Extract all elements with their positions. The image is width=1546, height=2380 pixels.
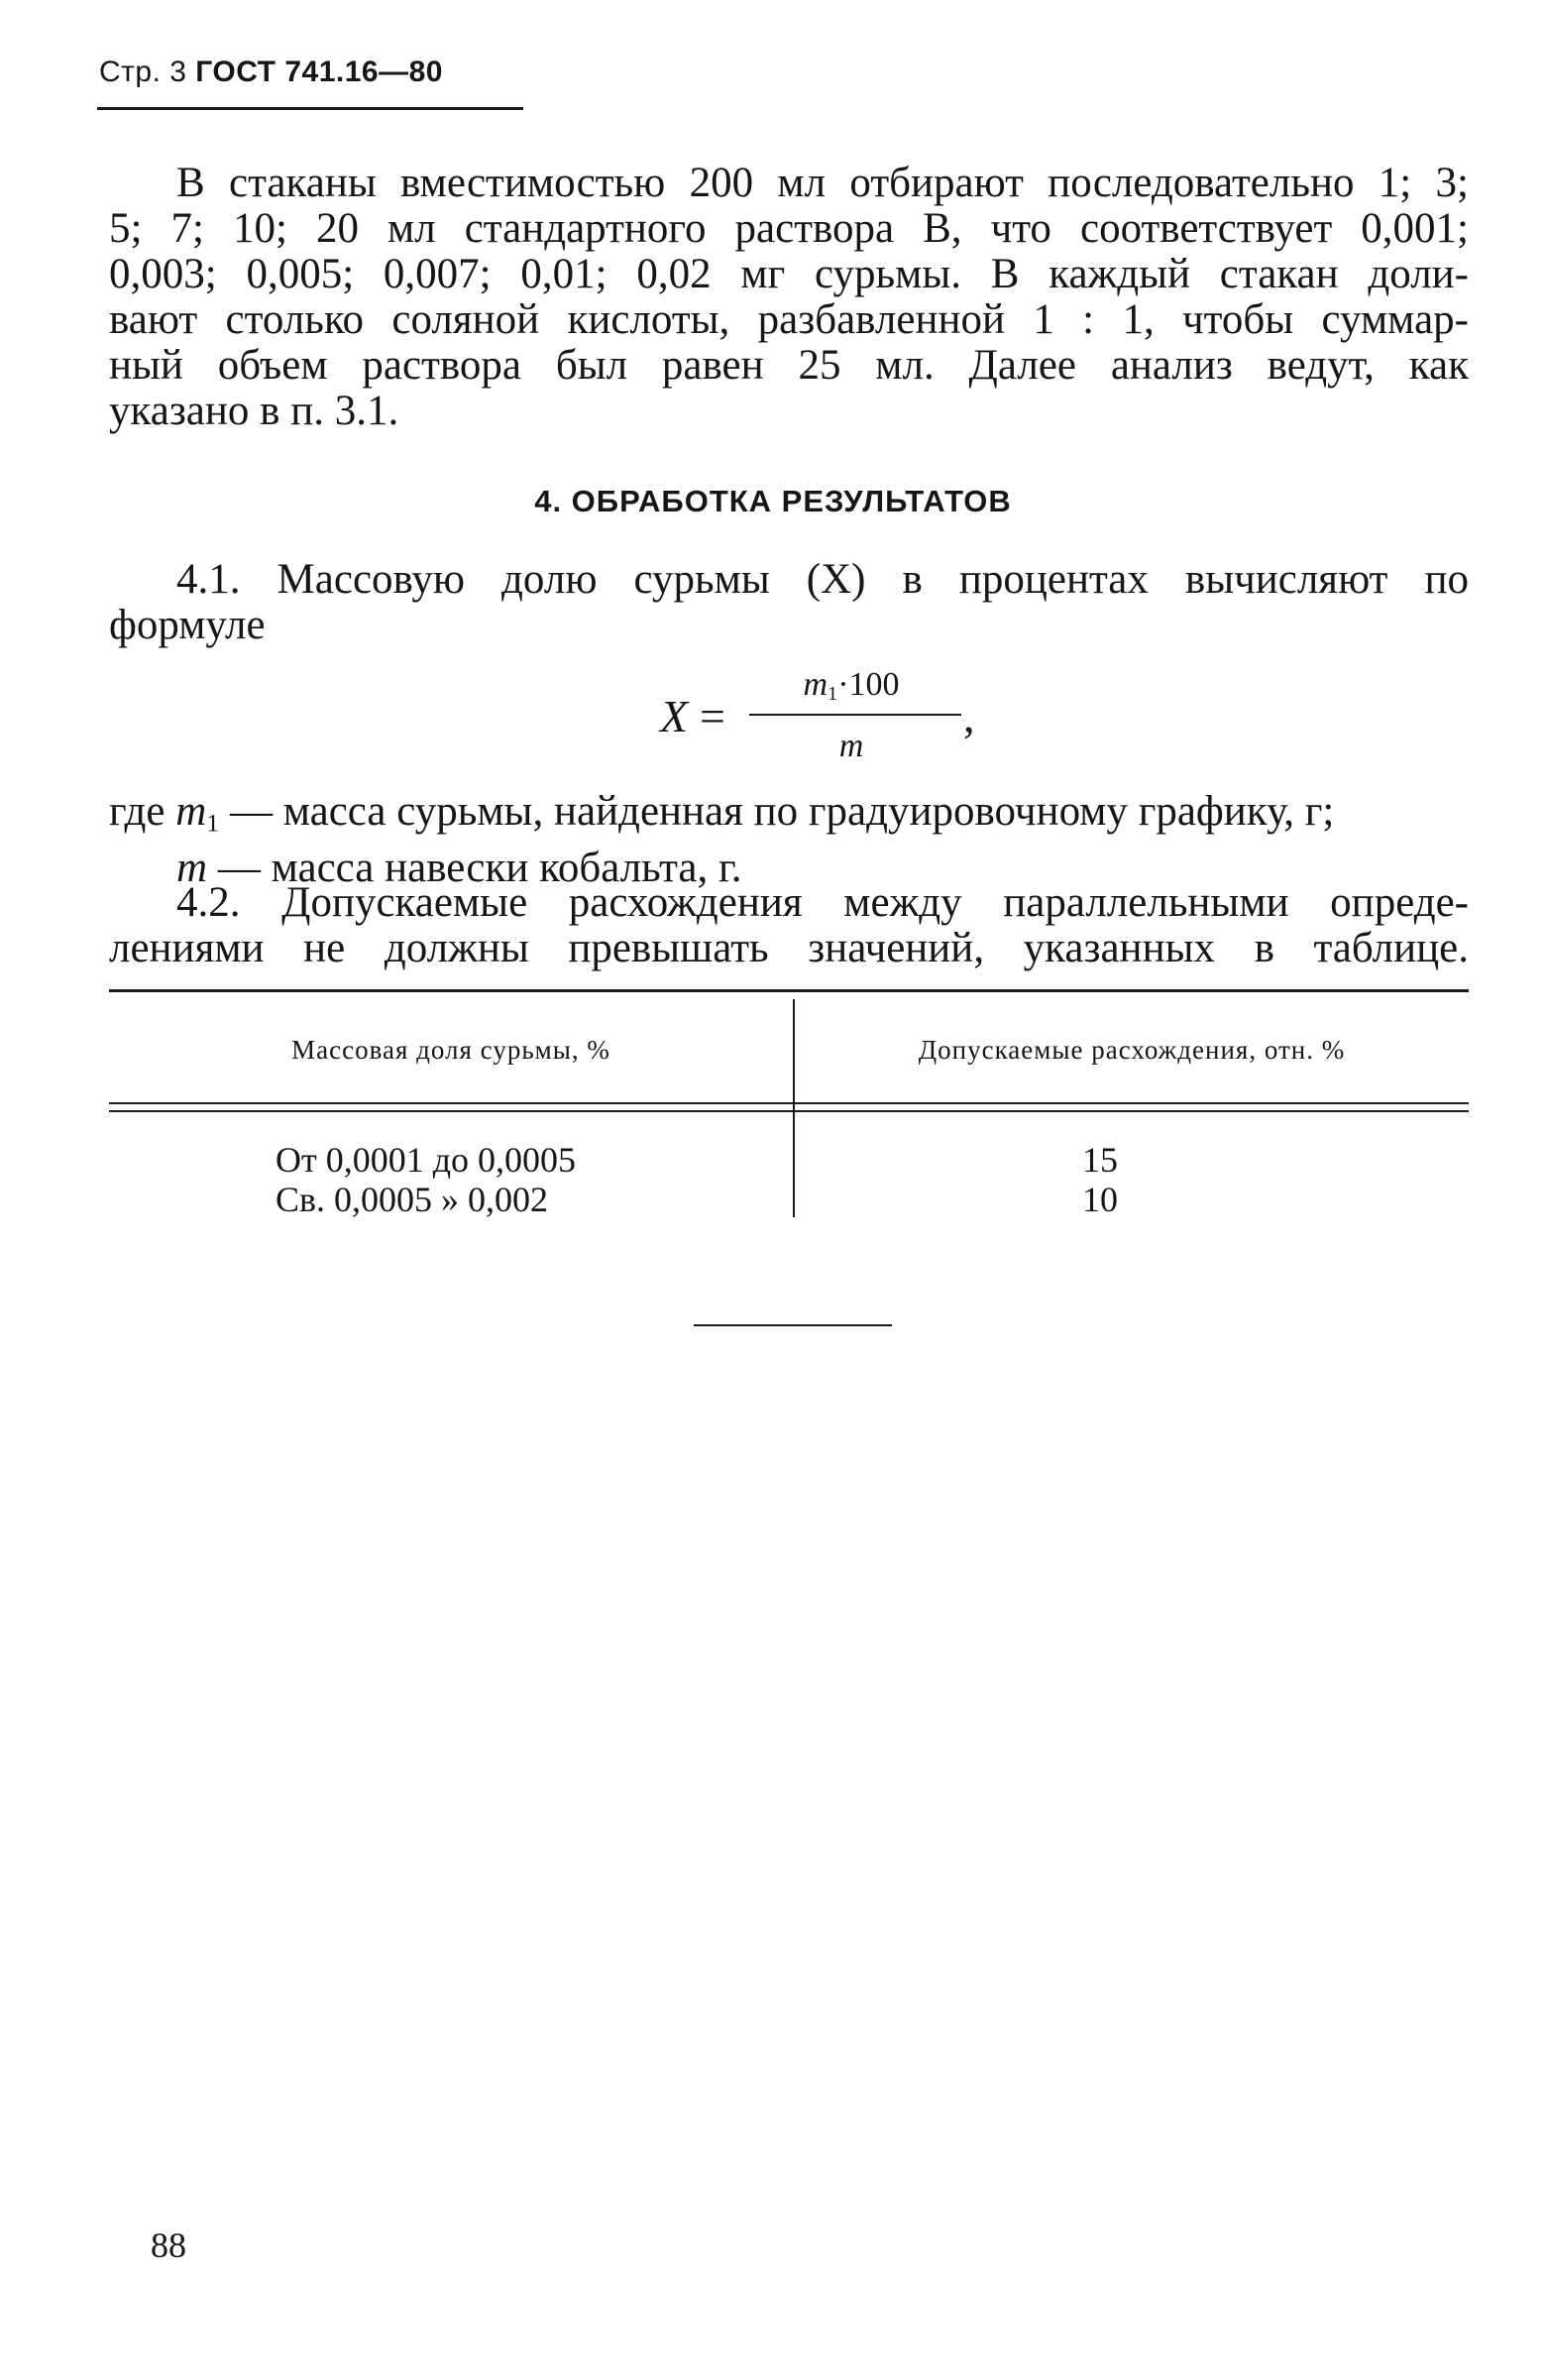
where-line-m: m — масса навески кобальта, г. [176, 845, 742, 892]
paragraph-standard-solutions [109, 161, 1469, 434]
table-header-rule [109, 1102, 1469, 1104]
formula-numerator: $m_1\cdot 100$ [803, 666, 900, 706]
paragraph-line: ный объем раствора был равен 25 мл. Далее анализ ведут, как [109, 342, 1469, 389]
table-cell-tolerance: 15 [1082, 1140, 1118, 1180]
running-head [99, 56, 443, 89]
header-rule [97, 107, 523, 110]
paragraph-line: В стаканы вместимостью 200 мл отбирают последовательно 1; 3; [176, 160, 1469, 206]
page-number: 88 [151, 2225, 186, 2265]
table-cell-range: Св. 0,0005 » 0,002 [276, 1180, 549, 1219]
table-cell-tolerance: 10 [1082, 1180, 1118, 1219]
fraction-bar [749, 714, 961, 716]
paragraph-4-1 [109, 557, 1469, 648]
formula-equals: = [700, 691, 725, 741]
formula [660, 666, 987, 779]
end-rule [694, 1324, 892, 1326]
where-line-m1: где $m_1$ — масса сурьмы, найденная по градуировочному графику, г; [109, 788, 1335, 838]
formula-comma: , [963, 691, 975, 741]
table-header-rule [109, 1110, 1469, 1112]
paragraph-line: указано в п. 3.1. [109, 388, 399, 434]
page-label: Стр. 3 [99, 56, 187, 88]
table-header-mass-fraction: Массовая доля сурьмы, % [291, 1035, 610, 1065]
paragraph-line: 5; 7; 10; 20 мл стандартного раствора В, что соответствует 0,001; [109, 205, 1469, 252]
section-title: 4. ОБРАБОТКА РЕЗУЛЬТАТОВ [534, 484, 1012, 518]
standard-code: ГОСТ 741.16—80 [195, 56, 443, 88]
table-header-tolerance: Допускаемые расхождения, отн. % [918, 1035, 1346, 1065]
table-column-separator [793, 999, 795, 1217]
paragraph-line: 4.2. Допускаемые расхождения между параллельными опреде- [176, 879, 1469, 926]
table-cell-range: От 0,0001 до 0,0005 [276, 1140, 577, 1180]
table-top-rule [109, 989, 1469, 992]
formula-denominator: m [838, 728, 864, 764]
paragraph-4-2 [109, 880, 1469, 971]
paragraph-where [109, 789, 1469, 891]
tolerance-table [109, 989, 1469, 1227]
formula-lhs: X [660, 691, 689, 741]
paragraph-line: 4.1. Массовую долю сурьмы (X) в процентах вычисляют по [176, 556, 1469, 603]
paragraph-line: лениями не должны превышать значений, указанных в таблице. [109, 925, 1469, 971]
paragraph-line: вают столько соляной кислоты, разбавленной 1 : 1, чтобы суммар- [109, 296, 1469, 343]
paragraph-line: 0,003; 0,005; 0,007; 0,01; 0,02 мг сурьмы. В каждый стакан доли- [109, 251, 1469, 297]
paragraph-line: формуле [109, 602, 266, 648]
